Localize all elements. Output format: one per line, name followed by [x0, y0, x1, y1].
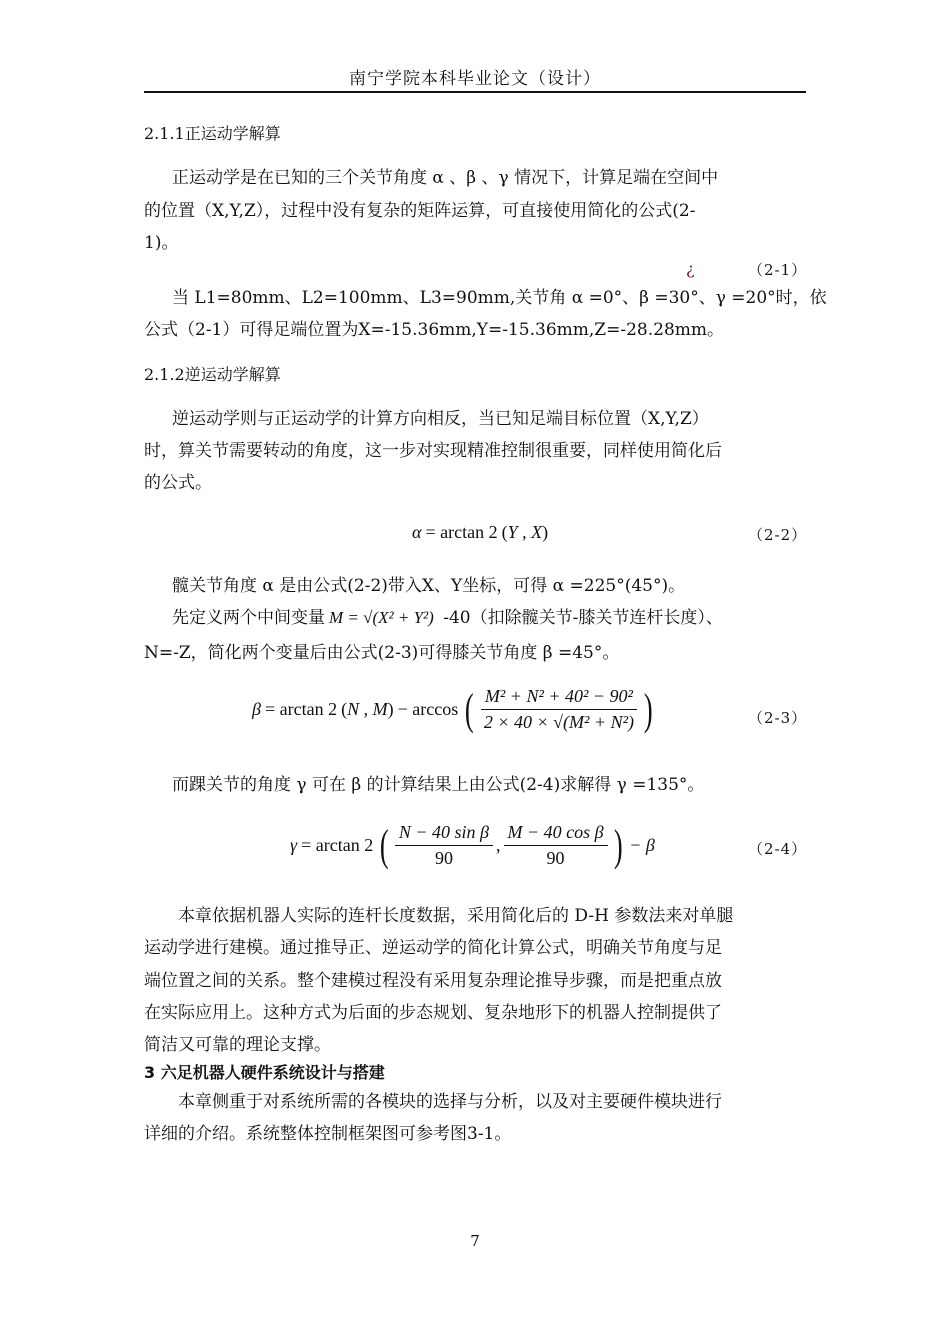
summary-line: 简洁又可靠的理论支撑。: [144, 1035, 331, 1055]
define-math: M = √(X² + Y²): [329, 608, 434, 627]
paragraph-line: 的公式。: [144, 473, 212, 493]
paragraph-line: 时，算关节需要转动的角度，这一步对实现精准控制很重要，同样使用简化后: [144, 441, 722, 461]
page-header: 南宁学院本科毕业论文（设计）: [349, 69, 601, 89]
section-heading-2-1-1: 2.1.1正运动学解算: [144, 124, 281, 143]
paragraph-line: 详细的介绍。系统整体控制框架图可参考图3-1。: [144, 1124, 512, 1144]
eq3-minus: − arccos: [397, 699, 459, 719]
eq3-denominator: 2 × 40 × √(M² + N²): [483, 712, 634, 732]
equation-2-3: β = arctan 2 ( N , M ) − arccos ( $\frac{\text{M² + N² + 40² − 90²}}{\text{2 × 40 × √(M² + N²)}}$ ): [252, 684, 653, 734]
section-heading-2-1-2: 2.1.2逆运动学解算: [144, 365, 281, 384]
eq4-num2: M − 40 cos β: [504, 822, 608, 846]
eq3-func: = arctan 2: [264, 699, 338, 719]
summary-line: 端位置之间的关系。整个建模过程没有采用复杂理论推导步骤，而是把重点放: [144, 971, 722, 991]
eq3-fraction: [480, 686, 638, 733]
paragraph-line: 的位置（X,Y,Z），过程中没有复杂的矩阵运算，可直接使用简化的公式(2-: [144, 201, 696, 221]
eq4-den1: 90: [434, 848, 453, 868]
eq3-args: N , M: [347, 699, 388, 719]
eq4-tail: − β: [629, 835, 655, 855]
equation-number-2-1: （2-1）: [748, 261, 808, 279]
define-suffix: -40（扣除髋关节-膝关节连杆长度）、: [437, 608, 723, 628]
equation-number-2-2: （2-2）: [748, 526, 808, 544]
equation-number-2-4: （2-4）: [748, 840, 808, 858]
eq4-fraction-2: [504, 822, 608, 869]
chapter-heading-3: 3 六足机器人硬件系统设计与搭建: [144, 1063, 385, 1082]
paragraph-line: 当 L1=80mm、L2=100mm、L3=90mm,关节角 α =0°、β =30°、γ =20°时，依: [172, 288, 827, 308]
eq3-lhs: β: [252, 699, 261, 719]
eq4-fraction-1: [395, 822, 493, 869]
eq4-den2: 90: [546, 848, 565, 868]
paragraph-line: 而踝关节的角度 γ 可在 β 的计算结果上由公式(2-4)求解得 γ =135°。: [172, 775, 705, 795]
equation-placeholder-glyph: ¿: [686, 259, 695, 278]
summary-line: 本章依据机器人实际的连杆长度数据，采用简化后的 D-H 参数法来对单腿: [178, 906, 734, 926]
eq2-func: = arctan 2: [425, 522, 498, 542]
eq4-lhs: γ: [290, 835, 298, 855]
paragraph-line: 公式（2-1）可得足端位置为X=-15.36mm,Y=-15.36mm,Z=-28.28mm。: [144, 320, 725, 340]
paragraph-line: 1)。: [144, 233, 179, 253]
paragraph-line: 逆运动学则与正运动学的计算方向相反，当已知足端目标位置（X,Y,Z）: [172, 409, 709, 429]
paragraph-line-define: [172, 607, 723, 629]
paragraph-line: N=-Z，简化两个变量后由公式(2-3)可得膝关节角度 β =45°。: [144, 643, 620, 663]
eq4-num1: N − 40 sin β: [395, 822, 493, 846]
summary-line: 在实际应用上。这种方式为后面的步态规划、复杂地形下的机器人控制提供了: [144, 1003, 722, 1023]
paragraph-line: 正运动学是在已知的三个关节角度 α 、β 、γ 情况下，计算足端在空间中: [172, 168, 719, 188]
summary-line: 运动学进行建模。通过推导正、逆运动学的简化计算公式，明确关节角度与足: [144, 938, 722, 958]
eq4-func: = arctan 2: [301, 835, 374, 855]
equation-number-2-3: （2-3）: [748, 709, 808, 727]
define-prefix: 先定义两个中间变量: [172, 608, 325, 628]
paragraph-line: 本章侧重于对系统所需的各模块的选择与分析，以及对主要硬件模块进行: [178, 1092, 722, 1112]
equation-2-4: γ = arctan 2 ( $\frac{\text{N − 40 sin β}}{90}$ , $\frac{\text{M − 40 cos β}}{90}$ ) − β: [290, 820, 655, 870]
header-rule: [144, 91, 806, 93]
eq2-args: Y , X: [507, 522, 543, 542]
equation-2-2: α = arctan 2 ( Y , X ): [412, 522, 549, 542]
eq3-numerator: M² + N² + 40² − 90²: [481, 686, 637, 710]
paragraph-line: 髋关节角度 α 是由公式(2-2)带入X、Y坐标，可得 α =225°(45°)。: [172, 576, 686, 596]
eq2-lhs: α: [412, 522, 422, 542]
page-number: 7: [470, 1232, 480, 1250]
